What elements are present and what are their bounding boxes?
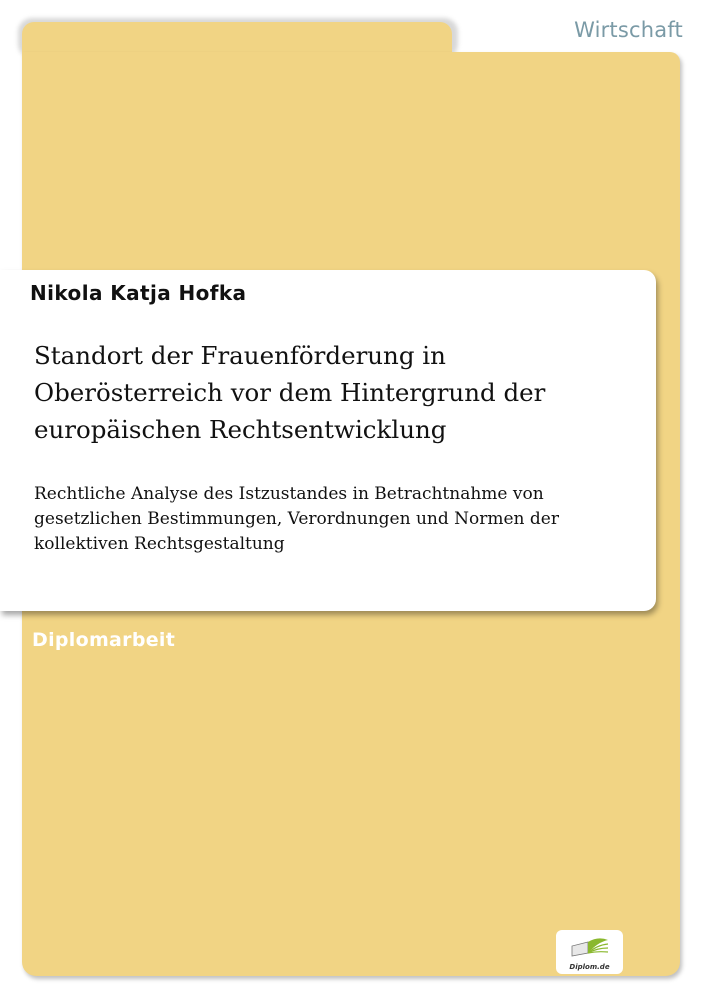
publisher-logo (556, 930, 623, 974)
author-name: Nikola Katja Hofka (30, 281, 247, 305)
series-label: Wirtschaft (574, 18, 683, 42)
book-icon (564, 934, 614, 964)
book-subtitle: Rechtliche Analyse des Istzustandes in Betrachtnahme von gesetzlichen Bestimmungen, Verordnungen und Normen der kollektiven Rechtsgestaltung (34, 484, 559, 554)
document-type: Diplomarbeit (32, 629, 176, 651)
book-title: Standort der Frauenförderung in Oberösterreich vor dem Hintergrund der europäischen Rechtsentwicklung (34, 341, 546, 444)
publisher-logo-text: Diplom.de (569, 963, 610, 971)
